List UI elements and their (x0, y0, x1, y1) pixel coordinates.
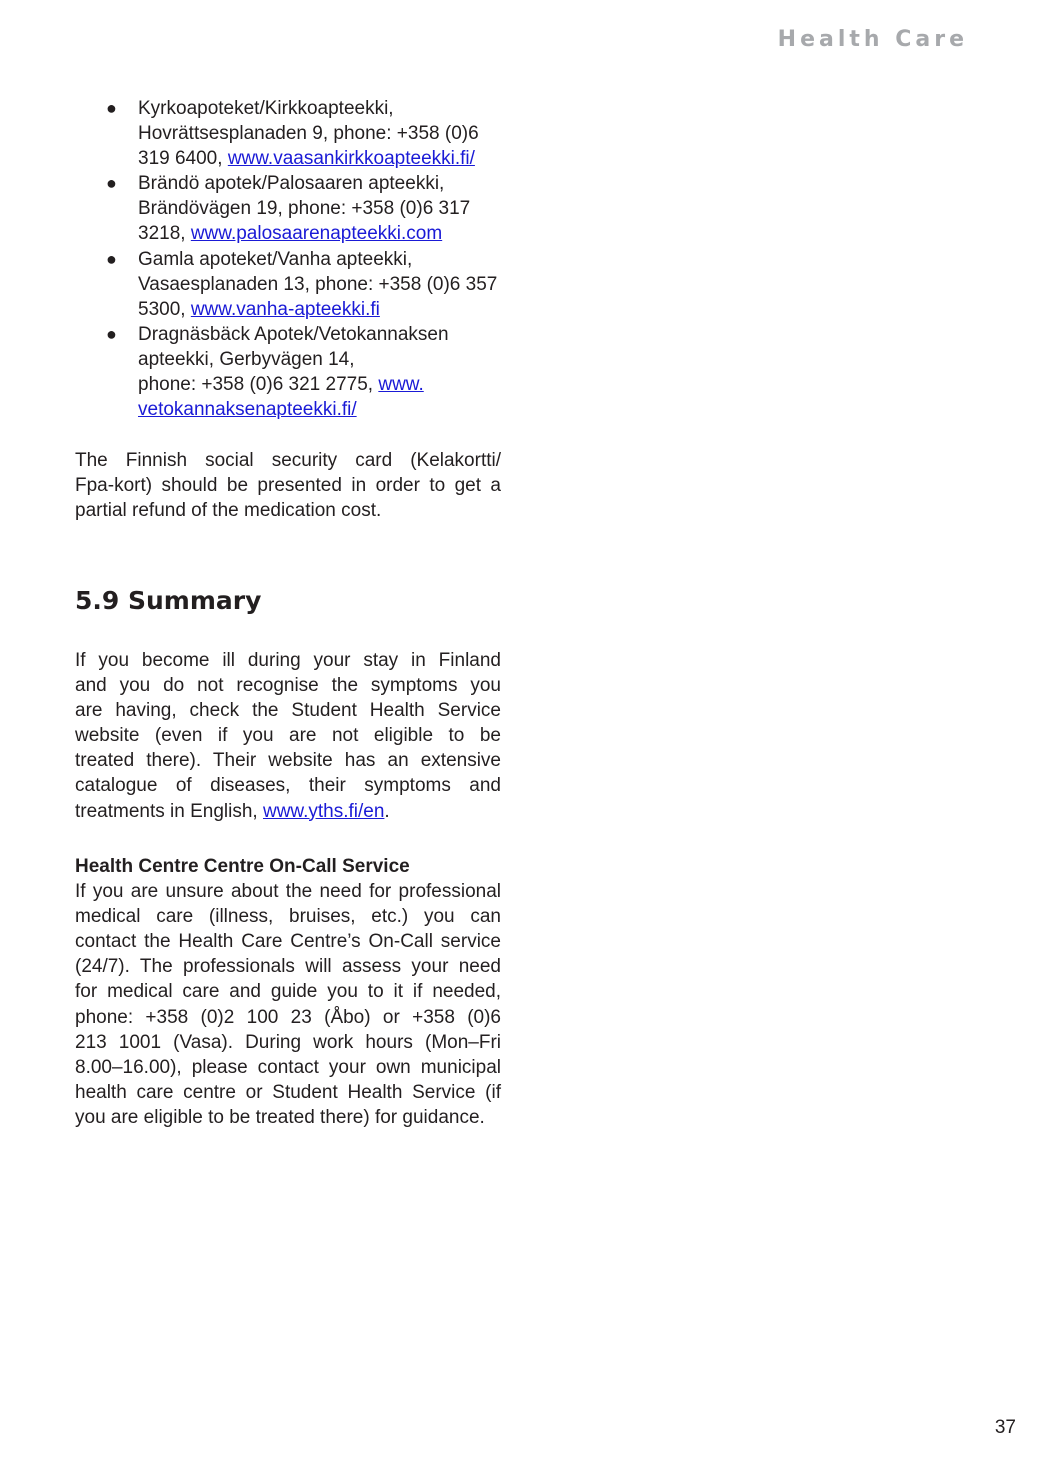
paragraph-line: If you are unsure about the need for professional (75, 881, 501, 903)
pharmacy-phone: 319 6400, (138, 148, 228, 170)
bullet-icon: ● (106, 248, 117, 269)
yths-link[interactable]: www.yths.fi/en (262, 800, 385, 822)
bullet-icon: ● (106, 173, 117, 194)
pharmacy-phone: 5300, (138, 298, 191, 320)
paragraph-line (75, 799, 501, 824)
paragraph-line: phone: +358 (0)2 100 23 (Åbo) or +358 (0)6 (75, 1006, 501, 1028)
list-item (75, 96, 505, 171)
paragraph-line: you are eligible to be treated there) for guidance. (75, 1106, 485, 1128)
page-number: 37 (994, 1417, 1016, 1438)
paragraph-line: contact the Health Care Centre’s On-Call service (75, 931, 501, 953)
list-item (75, 247, 505, 322)
paragraph-line: and you do not recognise the symptoms you (75, 675, 501, 697)
kela-paragraph (75, 448, 501, 523)
running-head: Health Care (777, 27, 968, 52)
pharmacy-phone: 3218, (138, 223, 191, 245)
pharmacy-name: Gamla apoteket/Vanha apteekki, (138, 248, 413, 270)
paragraph-line: website (even if you are not eligible to be (75, 725, 501, 747)
pharmacy-link-part-1[interactable]: www. (378, 374, 424, 396)
paragraph-line: for medical care and guide you to it if needed, (75, 981, 501, 1003)
list-item (75, 322, 505, 422)
paragraph-line: If you become ill during your stay in Finland (75, 650, 501, 671)
bullet-icon: ● (106, 323, 117, 344)
paragraph-line: (24/7). The professionals will assess your need (75, 956, 501, 978)
paragraph-text: . (384, 800, 390, 822)
paragraph-line: health care centre or Student Health Service (if (75, 1081, 501, 1103)
pharmacy-link[interactable]: www.vaasankirkkoapteekki.fi/ (227, 148, 475, 170)
pharmacy-address: Hovrättsesplanaden 9, phone: +358 (0)6 (138, 123, 479, 145)
paragraph-line: are having, check the Student Health Service (75, 700, 501, 722)
pharmacy-name: Brändö apotek/Palosaaren apteekki, (138, 173, 445, 195)
paragraph-line: treated there). Their website has an extensive (75, 750, 501, 772)
pharmacy-address: apteekki, Gerbyvägen 14, (138, 348, 355, 370)
paragraph-line: Fpa-kort) should be presented in order to get a (75, 475, 501, 497)
bullet-icon: ● (106, 98, 117, 118)
pharmacy-address: Vasaesplanaden 13, phone: +358 (0)6 357 (138, 273, 498, 295)
pharmacy-address: Brändövägen 19, phone: +358 (0)6 317 (138, 198, 471, 220)
paragraph-line: catalogue of diseases, their symptoms and (75, 775, 501, 797)
subheading: Health Centre Centre On-Call Service (75, 856, 410, 877)
paragraph-line: partial refund of the medication cost. (75, 500, 382, 522)
paragraph-text: treatments in English, (75, 800, 263, 822)
oncall-section (75, 854, 501, 1130)
pharmacy-name: Dragnäsbäck Apotek/Vetokannaksen (138, 323, 449, 345)
section-title: 5.9 Summary (75, 586, 262, 615)
pharmacy-link[interactable]: www.palosaarenapteekki.com (190, 223, 443, 245)
paragraph-line: The Finnish social security card (Kelakortti/ (75, 450, 501, 471)
pharmacy-link[interactable]: www.vanha-apteekki.fi (190, 298, 380, 320)
paragraph-line: 213 1001 (Vasa). During work hours (Mon–Fri (75, 1031, 501, 1053)
pharmacy-link-part-2[interactable]: vetokannaksenapteekki.fi/ (138, 399, 357, 421)
pharmacy-list (75, 96, 505, 422)
oncall-paragraph (75, 879, 501, 1130)
pharmacy-name: Kyrkoapoteket/Kirkkoapteekki, (138, 98, 394, 119)
pharmacy-phone: phone: +358 (0)6 321 2775, (138, 374, 379, 396)
paragraph-line: 8.00–16.00), please contact your own municipal (75, 1056, 501, 1078)
summary-paragraph (75, 648, 501, 824)
paragraph-line: medical care (illness, bruises, etc.) you can (75, 906, 501, 928)
list-item (75, 171, 505, 246)
